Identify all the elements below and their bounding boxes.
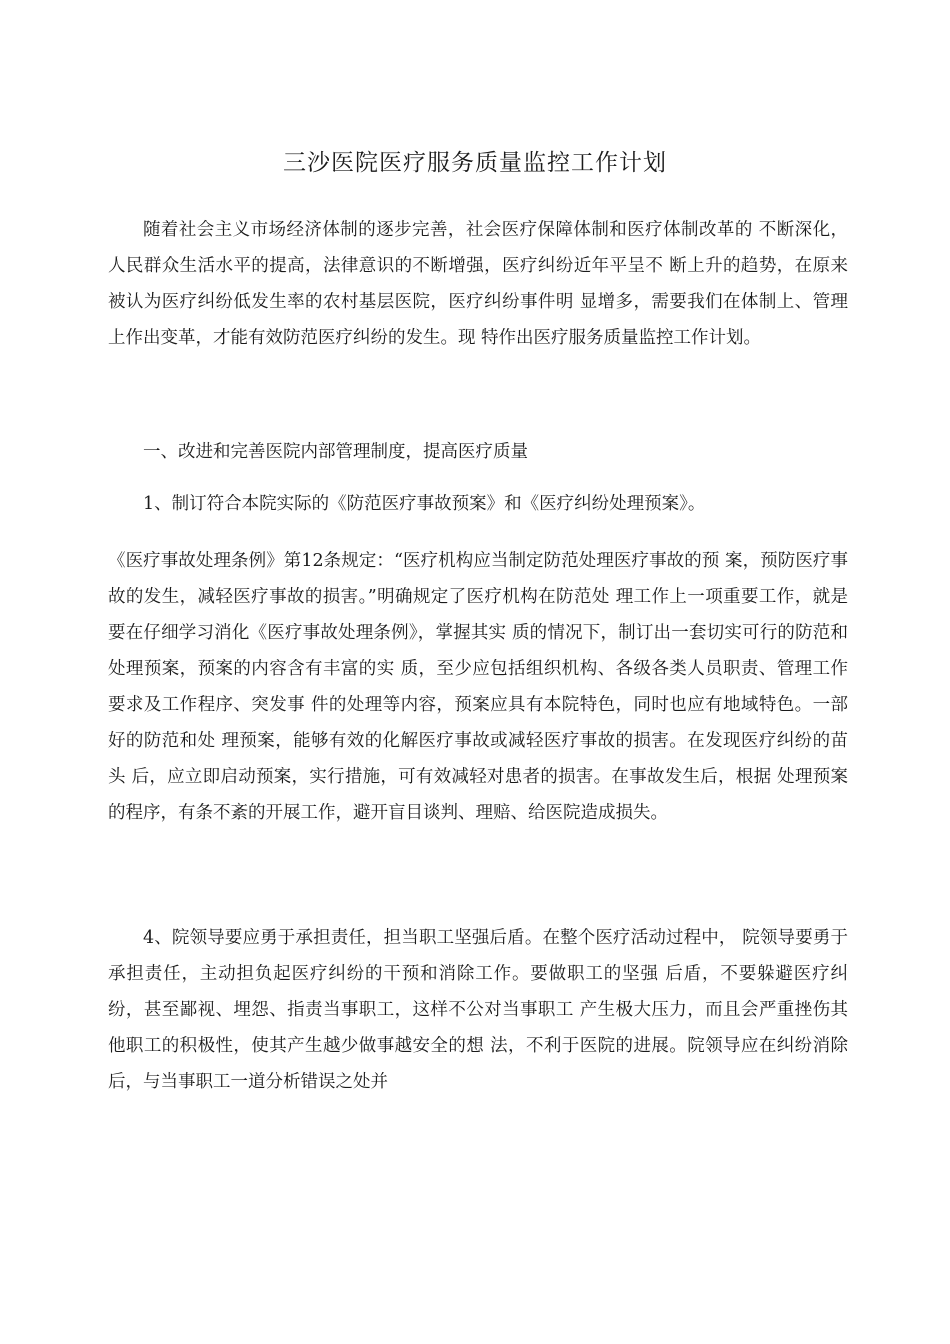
paragraph-item-4: 4、院领导要应勇于承担责任，担当职工坚强后盾。在整个医疗活动过程中， 院领导要勇于承担责任，主动担负起医疗纠纷的干预和消除工作。要做职工的坚强 后盾，不要躲避医疗纠纷，甚至鄙视、埋怨、指责当事职工，这样不公对当事职工 产生极大压力，而且会严重挫伤其他职工的积极性，使其产生越少做事越安全的想 法，不利于医院的进展。院领导应在纠纷消除后，与当事职工一道分析错误之处并 bbox=[108, 928, 848, 1092]
paragraph-item-1: 1、制订符合本院实际的《防范医疗事故预案》和《医疗纠纷处理预案》。 bbox=[143, 494, 706, 514]
paragraph-regulation: 《医疗事故处理条例》第12条规定：“医疗机构应当制定防范处理医疗事故的预 案，预防医疗事故的发生，减轻医疗事故的损害。”明确规定了医疗机构在防范处 理工作上一项重要工作，就是要在仔细学习消化《医疗事故处理条例》，掌握其实 质的情况下，制订出一套切实可行的防范和处理预案，预案的内容含有丰富的实 质，至少应包括组织机构、各级各类人员职责、管理工作要求及工作程序、突发事 件的处理等内容，预案应具有本院特色，同时也应有地域特色。一部好的防范和处 理预案，能够有效的化解医疗事故或减轻医疗事故的损害。在发现医疗纠纷的苗头 后，应立即启动预案，实行措施，可有效减轻对患者的损害。在事故发生后，根据 处理预案的程序，有条不紊的开展工作，避开盲目谈判、理赔、给医院造成损失。 bbox=[108, 551, 848, 823]
paragraph-intro: 随着社会主义市场经济体制的逐步完善，社会医疗保障体制和医疗体制改革的 不断深化，人民群众生活水平的提高，法律意识的不断增强，医疗纠纷近年平呈不 断上升的趋势，在原来被认为医疗纠纷低发生率的农村基层医院，医疗纠纷事件明 显增多，需要我们在体制上、管理上作出变革，才能有效防范医疗纠纷的发生。现 特作出医疗服务质量监控工作计划。 bbox=[108, 220, 848, 348]
page-title: 三沙医院医疗服务质量监控工作计划 bbox=[283, 150, 667, 176]
section-heading-1: 一、改进和完善医院内部管理制度，提高医疗质量 bbox=[143, 442, 528, 462]
